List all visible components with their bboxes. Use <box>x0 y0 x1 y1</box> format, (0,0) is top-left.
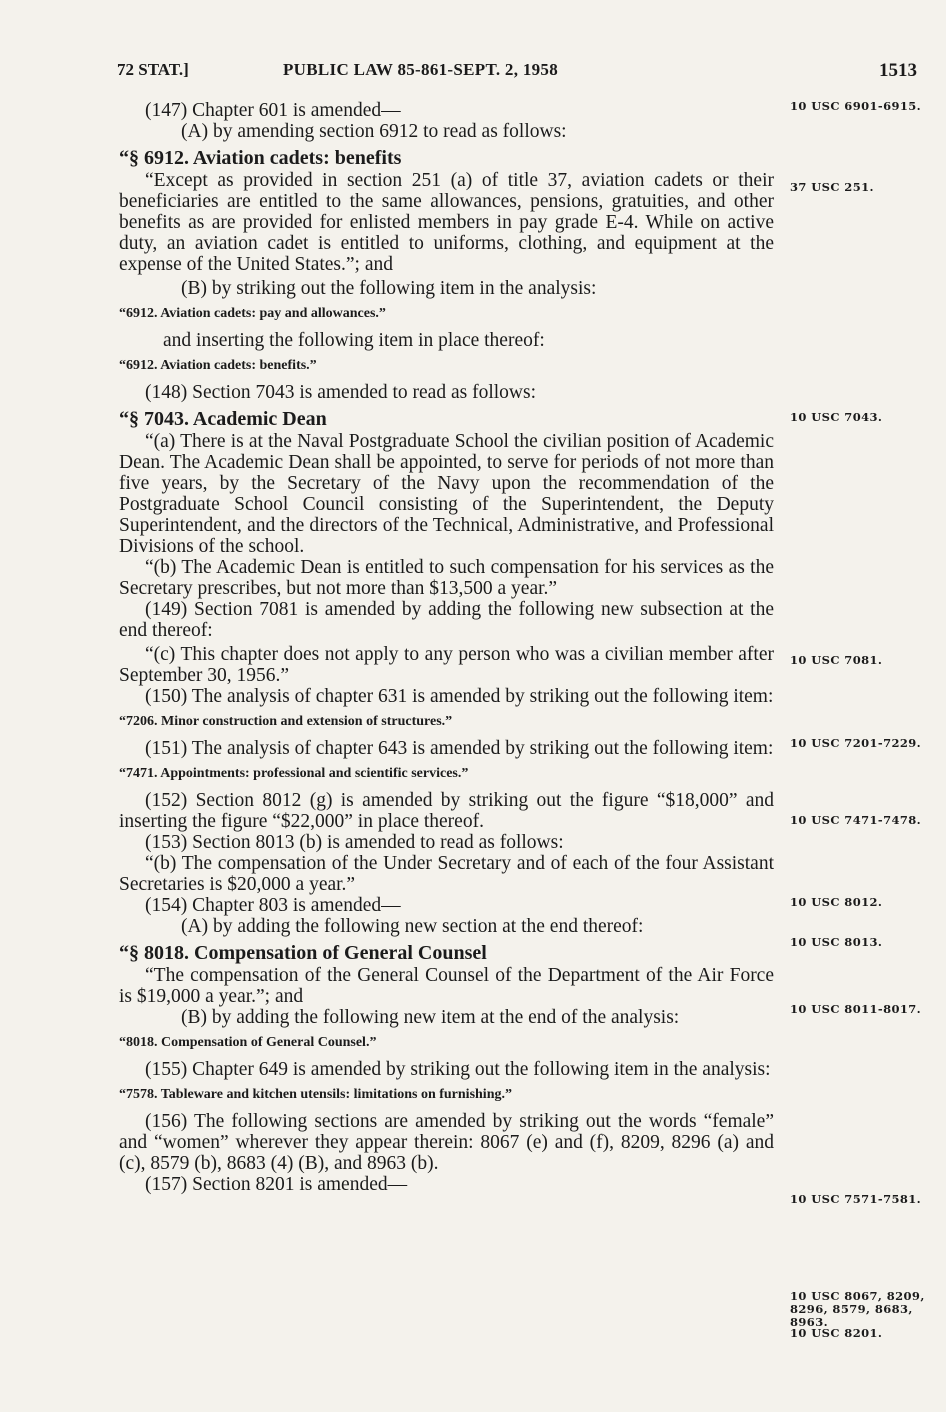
section-text-6912: “Except as provided in section 251 (a) of title 37, aviation cadets or their beneficiaries are entitled to the same allowances, pensions, gratuities, and other benefits as are provided for enlisted members in pay grade E-4. While on active duty, an aviation cadet is entitled to uniforms, clothing, and equipment at the expense of the United States.”; and <box>119 170 774 275</box>
section-text-7043-a: “(a) There is at the Naval Postgraduate School the civilian position of Academic Dean. The Academic Dean shall be appointed, to serve for periods of not more than five years, by the Secretary of the Navy upon the recommendation of the Postgraduate School Council consisting of the Superintendent, the Deputy Superintendent, and the directors of the Technical, Administrative, and Professional Divisions of the school. <box>119 431 774 557</box>
margin-note-usc-8067: 10 USC 8067, 8209, 8296, 8579, 8683, 8963. <box>790 1289 925 1329</box>
para-150: (150) The analysis of chapter 631 is amended by striking out the following item: <box>145 686 774 707</box>
margin-note-usc-7081: 10 USC 7081. <box>790 653 883 667</box>
section-heading-8018: “§ 8018. Compensation of General Counsel <box>119 942 487 964</box>
running-header <box>117 60 917 90</box>
insert-instruction: and inserting the following item in place thereof: <box>163 330 545 351</box>
margin-note-usc-8013: 10 USC 8013. <box>790 935 883 949</box>
para-149: (149) Section 7081 is amended by adding the following new subsection at the end thereof: <box>119 599 774 641</box>
section-heading-7043: “§ 7043. Academic Dean <box>119 408 327 430</box>
subsection-7081-c: “(c) This chapter does not apply to any person who was a civilian member after September 30, 1956.” <box>119 644 774 686</box>
para-153: (153) Section 8013 (b) is amended to read as follows: <box>145 832 564 853</box>
statute-volume: 72 STAT.] <box>117 60 189 79</box>
analysis-item-6912-old: “6912. Aviation cadets: pay and allowances.” <box>119 306 386 321</box>
analysis-item-7206: “7206. Minor construction and extension of structures.” <box>119 714 453 729</box>
para-152: (152) Section 8012 (g) is amended by striking out the figure “$18,000” and inserting the figure “$22,000” in place thereof. <box>119 790 774 832</box>
para-154-b: (B) by adding the following new item at the end of the analysis: <box>181 1007 680 1028</box>
section-heading-6912: “§ 6912. Aviation cadets: benefits <box>119 147 402 169</box>
para-156: (156) The following sections are amended by striking out the words “female” and “women” wherever they appear therein: 8067 (e) and (f), 8209, 8296 (a) and (c), 8579 (b), 8683 (4) (B), and 8963 (b). <box>119 1111 774 1174</box>
margin-note-usc-8201: 10 USC 8201. <box>790 1326 883 1340</box>
margin-note-usc-6901: 10 USC 6901-6915. <box>790 99 922 113</box>
para-155: (155) Chapter 649 is amended by striking out the following item in the analysis: <box>145 1059 771 1080</box>
analysis-item-7578: “7578. Tableware and kitchen utensils: limitations on furnishing.” <box>119 1087 512 1102</box>
margin-note-usc-37-251: 37 USC 251. <box>790 180 874 194</box>
page-number: 1513 <box>879 60 917 81</box>
analysis-item-7471: “7471. Appointments: professional and scientific services.” <box>119 766 469 781</box>
margin-note-usc-7571: 10 USC 7571-7581. <box>790 1192 922 1206</box>
para-147-b: (B) by striking out the following item in the analysis: <box>181 278 597 299</box>
para-147: (147) Chapter 601 is amended— <box>145 100 401 121</box>
margin-note-usc-7043: 10 USC 7043. <box>790 410 883 424</box>
header-title: PUBLIC LAW 85-861-SEPT. 2, 1958 <box>283 60 559 79</box>
para-154: (154) Chapter 803 is amended— <box>145 895 401 916</box>
para-151: (151) The analysis of chapter 643 is amended by striking out the following item: <box>145 738 774 759</box>
analysis-item-6912-new: “6912. Aviation cadets: benefits.” <box>119 358 317 373</box>
section-text-8018: “The compensation of the General Counsel of the Department of the Air Force is $19,000 a year.”; and <box>119 965 774 1007</box>
para-154-a: (A) by adding the following new section at the end thereof: <box>181 916 644 937</box>
margin-note-usc-8011: 10 USC 8011-8017. <box>790 1002 922 1016</box>
margin-note-usc-7201: 10 USC 7201-7229. <box>790 736 922 750</box>
para-157: (157) Section 8201 is amended— <box>145 1174 408 1195</box>
para-148: (148) Section 7043 is amended to read as follows: <box>145 382 536 403</box>
margin-note-usc-7471: 10 USC 7471-7478. <box>790 813 922 827</box>
section-text-7043-b: “(b) The Academic Dean is entitled to such compensation for his services as the Secretary prescribes, but not more than $13,500 a year.” <box>119 557 774 599</box>
para-147-a: (A) by amending section 6912 to read as follows: <box>181 121 567 142</box>
body-text <box>119 100 774 1195</box>
analysis-item-8018: “8018. Compensation of General Counsel.” <box>119 1035 377 1050</box>
margin-note-usc-8012: 10 USC 8012. <box>790 895 883 909</box>
section-text-8013-b: “(b) The compensation of the Under Secretary and of each of the four Assistant Secretaries is $20,000 a year.” <box>119 853 774 895</box>
